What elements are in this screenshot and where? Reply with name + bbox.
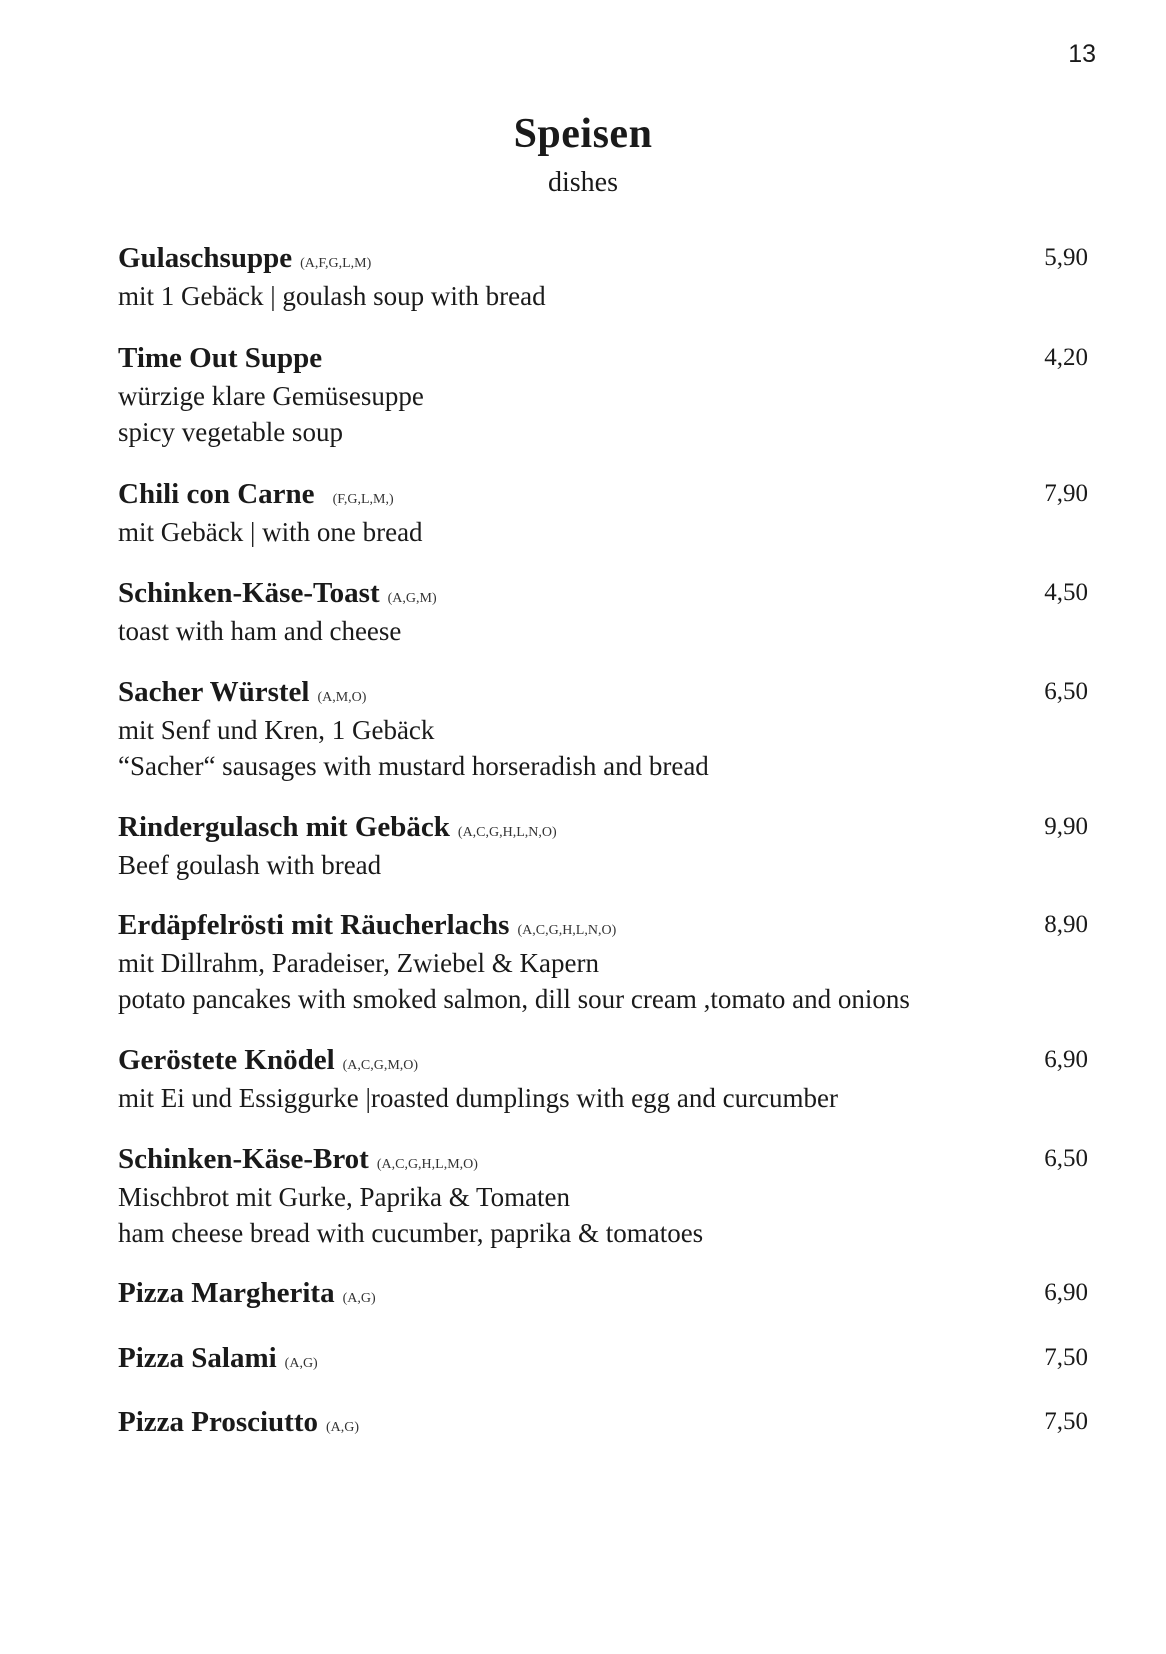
item-price: 9,90 — [1044, 813, 1088, 840]
menu-item-geroestete-knoedel — [118, 1040, 1088, 1116]
menu-item-pizza-margherita — [118, 1273, 1088, 1313]
item-price: 6,50 — [1044, 678, 1088, 705]
item-name: Geröstete Knödel — [118, 1044, 335, 1076]
item-name: Chili con Carne — [118, 478, 315, 510]
item-allergens: (A,M,O) — [317, 690, 367, 705]
menu-item-erdaepfelroesti — [118, 905, 1088, 1017]
item-price: 4,20 — [1044, 344, 1088, 371]
item-name: Gulaschsuppe — [118, 242, 293, 274]
item-description: mit 1 Gebäck | goulash soup with bread — [118, 281, 546, 311]
item-description-en: “Sacher“ sausages with mustard horseradish and bread — [118, 751, 709, 781]
item-allergens: (A,G) — [342, 1291, 376, 1306]
item-name: Schinken-Käse-Toast — [118, 577, 380, 609]
item-allergens: (A,G) — [325, 1420, 360, 1435]
item-allergens: (A,F,G,L,M) — [300, 256, 372, 271]
item-price: 4,50 — [1044, 579, 1088, 606]
item-description: mit Ei und Essiggurke |roasted dumplings with egg and curcumber — [118, 1083, 839, 1113]
menu-item-schinken-kaese-toast — [118, 573, 1088, 649]
item-allergens: (A,G) — [284, 1356, 318, 1371]
item-allergens: (A,C,G,H,L,M,O) — [376, 1157, 478, 1172]
item-allergens: (A,C,G,H,L,N,O) — [517, 923, 617, 938]
item-description-en: potato pancakes with smoked salmon, dill sour cream ,tomato and onions — [118, 984, 910, 1014]
item-name: Sacher Würstel — [118, 676, 310, 708]
item-description: mit Senf und Kren, 1 Gebäck — [118, 715, 435, 745]
item-name: Pizza Prosciutto — [118, 1406, 318, 1438]
item-name: Erdäpfelrösti mit Räucherlachs — [118, 909, 510, 941]
item-name: Rindergulasch mit Gebäck — [118, 811, 450, 843]
menu-item-sacher-wuerstel — [118, 672, 1088, 784]
page-title: Speisen — [513, 111, 653, 157]
item-name: Schinken-Käse-Brot — [118, 1143, 369, 1175]
item-price: 6,90 — [1044, 1279, 1088, 1306]
item-description-en: spicy vegetable soup — [118, 417, 343, 447]
item-price: 7,50 — [1044, 1408, 1088, 1435]
item-description: Mischbrot mit Gurke, Paprika & Tomaten — [118, 1182, 571, 1212]
page-number: 13 — [1068, 40, 1096, 68]
item-allergens: (A,C,G,M,O) — [342, 1058, 419, 1073]
menu-item-pizza-salami — [118, 1338, 1088, 1378]
item-description: Beef goulash with bread — [118, 850, 382, 880]
item-description-en: ham cheese bread with cucumber, paprika & tomatoes — [118, 1218, 704, 1248]
item-description: würzige klare Gemüsesuppe — [118, 381, 424, 411]
item-allergens: (A,C,G,H,L,N,O) — [457, 825, 557, 840]
item-description: toast with ham and cheese — [118, 616, 402, 646]
menu-item-rindergulasch — [118, 807, 1088, 883]
item-price: 6,90 — [1044, 1046, 1088, 1073]
page-subtitle: dishes — [548, 167, 618, 198]
item-name: Time Out Suppe — [118, 342, 323, 374]
menu-item-chili-con-carne — [118, 474, 1088, 550]
menu-item-gulaschsuppe — [118, 238, 1088, 314]
menu-item-pizza-prosciutto — [118, 1402, 1088, 1442]
item-description: mit Dillrahm, Paradeiser, Zwiebel & Kapern — [118, 948, 600, 978]
item-allergens: (A,G,M) — [387, 591, 437, 606]
item-allergens: (F,G,L,M,) — [332, 492, 394, 507]
menu-item-time-out-suppe — [118, 338, 1088, 450]
menu-item-schinken-kaese-brot — [118, 1139, 1088, 1251]
item-price: 6,50 — [1044, 1145, 1088, 1172]
item-price: 5,90 — [1044, 244, 1088, 271]
item-name: Pizza Margherita — [118, 1277, 335, 1309]
item-price: 7,50 — [1044, 1344, 1088, 1371]
item-price: 8,90 — [1044, 911, 1088, 938]
item-description: mit Gebäck | with one bread — [118, 517, 423, 547]
item-price: 7,90 — [1044, 480, 1088, 507]
menu-header — [0, 108, 1166, 202]
item-name: Pizza Salami — [118, 1342, 277, 1374]
